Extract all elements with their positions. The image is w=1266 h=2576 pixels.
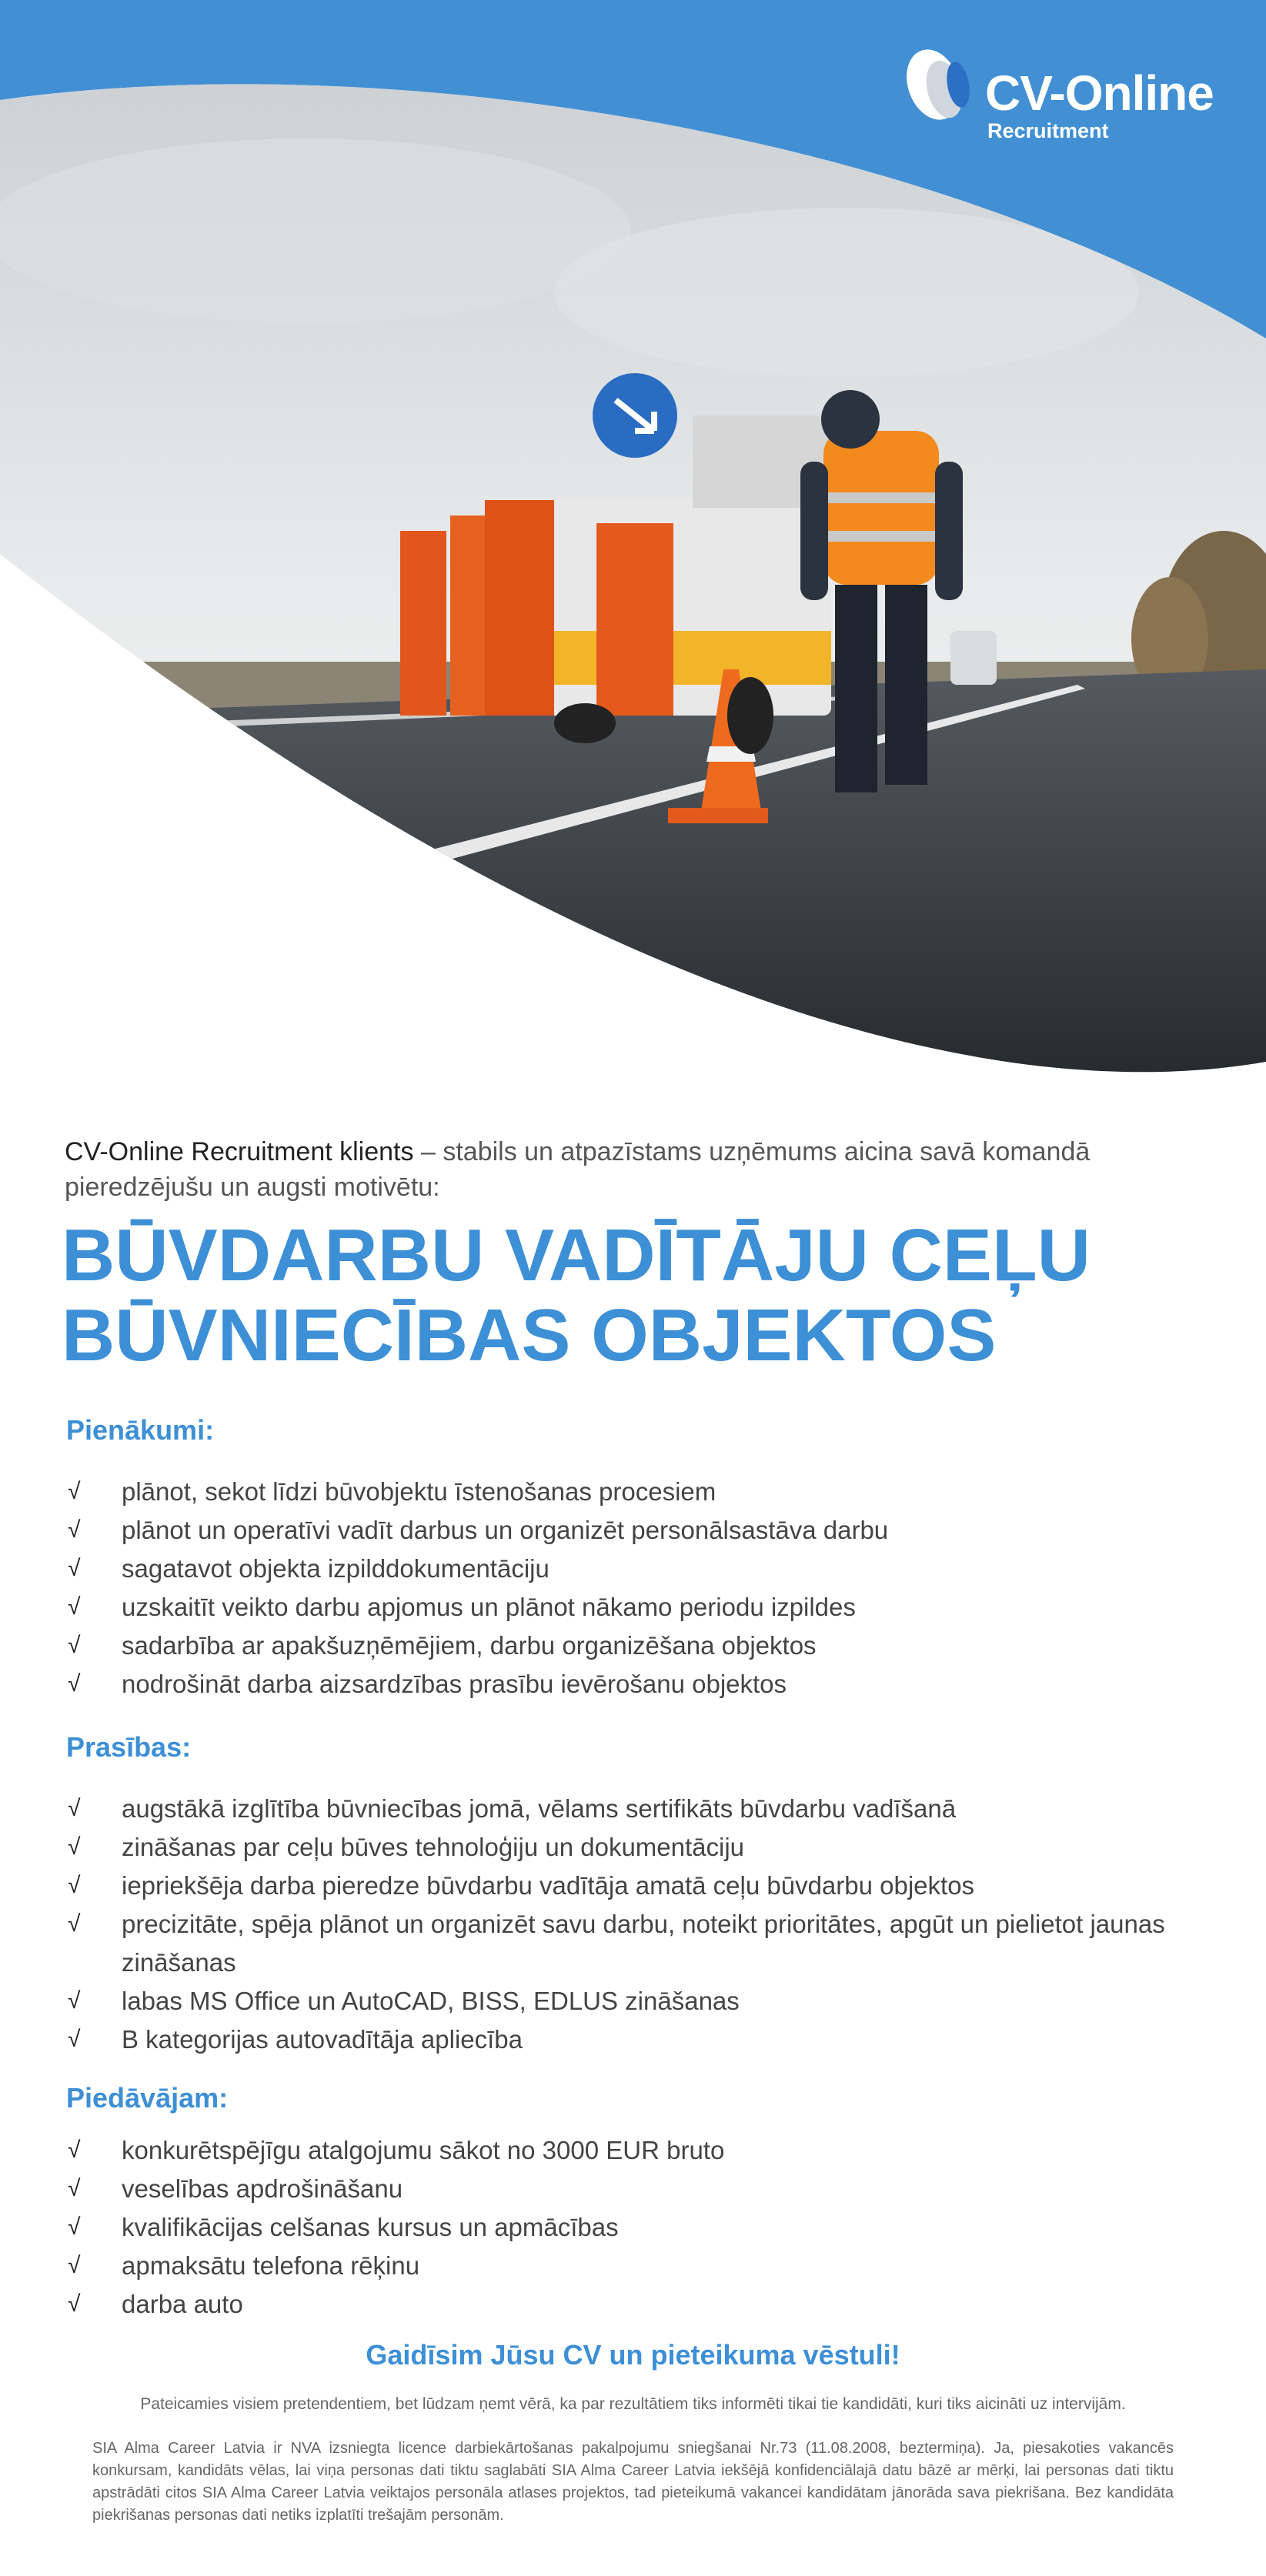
- list-item-text: apmaksātu telefona rēķinu: [122, 2251, 420, 2280]
- list-item: [66, 2247, 1213, 2285]
- list-item-text: plānot, sekot līdzi būvobjektu īstenošanas procesiem: [122, 1477, 717, 1506]
- logo-name: CV-Online: [985, 65, 1214, 121]
- requirements-heading: Prasības:: [66, 1731, 192, 1763]
- list-item-text: precizitāte, spēja plānot un organizēt savu darbu, noteikt prioritātes, apgūt un pielietot jaunas zināšanas: [122, 1910, 1165, 1977]
- check-icon: √: [68, 1834, 81, 1860]
- list-item-text: labas MS Office un AutoCAD, BISS, EDLUS zināšanas: [122, 1987, 740, 2015]
- list-item: [66, 1828, 1213, 1867]
- list-item-text: sadarbība ar apakšuzņēmējiem, darbu organizēšana objektos: [122, 1631, 817, 1660]
- check-icon: √: [68, 2214, 81, 2240]
- check-icon: √: [68, 2253, 81, 2278]
- job-title-line-2: BŪVNIECĪBAS OBJEKTOS: [62, 1294, 997, 1376]
- list-item: [66, 2170, 1213, 2208]
- check-icon: √: [68, 1911, 81, 1937]
- list-item: [66, 2131, 1213, 2170]
- hero-banner: [0, 0, 1266, 1093]
- check-icon: √: [68, 1594, 81, 1620]
- check-icon: √: [68, 1517, 81, 1543]
- duties-list: [66, 1473, 1213, 1703]
- thank-you-note: Pateicamies visiem pretendentiem, bet lūdzam ņemt vērā, ka par rezultātiem tiks informēti tikai tie kandidāti, kuri tiks aicināti uz intervijām.: [140, 2395, 1126, 2413]
- list-item: [66, 1867, 1213, 1905]
- list-item-text: B kategorijas autovadītāja apliecība: [122, 2025, 523, 2054]
- hero-photo: [0, 0, 1266, 1093]
- list-item: [66, 2208, 1213, 2247]
- intro-text: [65, 1134, 1204, 1205]
- requirements-list: [66, 1790, 1213, 2059]
- logo-mark-icon: [904, 46, 977, 127]
- list-item-text: plānot un operatīvi vadīt darbus un organizēt personālsastāva darbu: [122, 1516, 889, 1544]
- client-name: CV-Online Recruitment klients: [65, 1137, 414, 1166]
- list-item: [66, 1588, 1213, 1627]
- intro-description: – stabils un atpazīstams uzņēmums aicina savā komandā pieredzējušu un augsti motivētu:: [65, 1137, 1091, 1202]
- check-icon: √: [68, 2291, 81, 2317]
- list-item: [66, 2285, 1213, 2324]
- job-title: [62, 1216, 1231, 1376]
- check-icon: √: [68, 1796, 81, 1821]
- list-item: [66, 1790, 1213, 1828]
- list-item: [66, 1982, 1213, 2020]
- list-item: [66, 1905, 1213, 1982]
- job-title-line-1: BŪVDARBU VADĪTĀJU CEĻU: [62, 1214, 1091, 1296]
- check-icon: √: [68, 1479, 81, 1504]
- check-icon: √: [68, 2176, 81, 2201]
- cv-online-logo[interactable]: [904, 46, 1228, 154]
- check-icon: √: [68, 1988, 81, 2014]
- list-item: [66, 2020, 1213, 2059]
- logo-subtitle: Recruitment: [987, 119, 1109, 142]
- list-item-text: darba auto: [122, 2290, 243, 2318]
- list-item: [66, 1550, 1213, 1588]
- check-icon: √: [68, 1633, 81, 1658]
- list-item-text: kvalifikācijas celšanas kursus un apmācības: [122, 2213, 619, 2241]
- list-item: [66, 1473, 1213, 1511]
- list-item-text: sagatavot objekta izpilddokumentāciju: [122, 1554, 549, 1583]
- list-item-text: iepriekšēja darba pieredze būvdarbu vadītāja amatā ceļu būvdarbu objektos: [122, 1871, 975, 1900]
- list-item-text: zināšanas par ceļu būves tehnoloģiju un dokumentāciju: [122, 1833, 745, 1861]
- check-icon: √: [68, 1671, 81, 1697]
- check-icon: √: [68, 1873, 81, 1898]
- offer-heading: Piedāvājam:: [66, 2082, 229, 2114]
- check-icon: √: [68, 2027, 81, 2052]
- list-item: [66, 1511, 1213, 1550]
- check-icon: √: [68, 1556, 81, 1581]
- list-item: [66, 1627, 1213, 1665]
- list-item-text: augstākā izglītība būvniecības jomā, vēlams sertifikāts būvdarbu vadīšanā: [122, 1794, 957, 1823]
- check-icon: √: [68, 2137, 81, 2163]
- list-item-text: nodrošināt darba aizsardzības prasību ievērošanu objektos: [122, 1670, 787, 1698]
- legal-notice: SIA Alma Career Latvia ir NVA izsniegta licence darbiekārtošanas pakalpojumu sniegšanai Nr.73 (11.08.2008, beztermiņa). Ja, piesakoties vakancēs konkursam, kandidāts vēlas, lai viņa personas dati tiktu saglabāti SIA Alma Career Latvia iekšējā konfidenciālajā datu bāzē ar mērķi, lai personas dati tiktu apstrādāti citos SIA Alma Career Latvia veiktajos personāla atlases projektos, tad pieteikumā vakancei kandidātam jānorāda sava piekrišana. Bez kandidāta piekrišanas personas dati netiks izplatīti trešajām personām.: [92, 2440, 1174, 2524]
- call-to-action: Gaidīsim Jūsu CV un pieteikuma vēstuli!: [366, 2339, 900, 2371]
- list-item-text: veselības apdrošināšanu: [122, 2174, 403, 2203]
- offer-list: [66, 2131, 1213, 2324]
- duties-heading: Pienākumi:: [66, 1414, 215, 1446]
- list-item-text: uzskaitīt veikto darbu apjomus un plānot nākamo periodu izpildes: [122, 1593, 856, 1621]
- list-item: [66, 1665, 1213, 1703]
- list-item-text: konkurētspējīgu atalgojumu sākot no 3000 EUR bruto: [122, 2136, 725, 2164]
